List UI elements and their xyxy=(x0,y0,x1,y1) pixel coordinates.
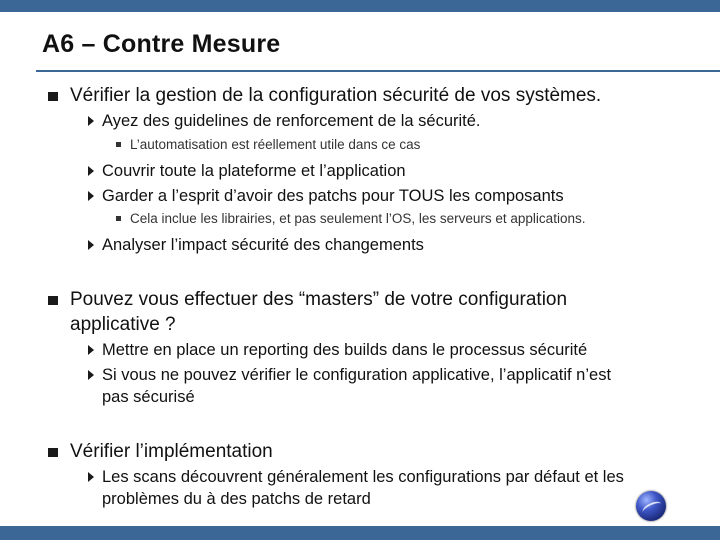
globe-logo-icon xyxy=(636,491,666,521)
sub-bullet-1-1-text: Ayez des guidelines de renforcement de la sécurité. xyxy=(102,112,481,130)
small-square-bullet-icon xyxy=(116,142,121,147)
title-underline xyxy=(36,70,720,72)
sub-bullet-2-2-text-line2: pas sécurisé xyxy=(102,388,195,406)
triangle-bullet-icon xyxy=(88,370,94,380)
triangle-bullet-icon xyxy=(88,345,94,355)
triangle-bullet-icon xyxy=(88,116,94,126)
sub-bullet-2-1-text: Mettre en place un reporting des builds dans le processus sécurité xyxy=(102,341,588,359)
bullet-1-text: Vérifier la gestion de la configuration sécurité de vos systèmes. xyxy=(70,85,602,106)
bullet-2-text-line1: Pouvez vous effectuer des “masters” de votre configuration xyxy=(70,289,568,310)
square-bullet-icon xyxy=(48,448,58,457)
sub-bullet-2-2-text-line1: Si vous ne pouvez vérifier le configuration applicative, l’applicatif n’est xyxy=(102,366,612,384)
triangle-bullet-icon xyxy=(88,472,94,482)
sub-bullet-1-2-text: Couvrir toute la plateforme et l’application xyxy=(102,162,406,180)
bottom-accent-bar xyxy=(0,526,720,540)
top-accent-bar xyxy=(0,0,720,12)
globe-swoosh xyxy=(641,499,663,517)
slide-title: A6 – Contre Mesure xyxy=(42,30,281,58)
sub-bullet-1-4-text: Analyser l’impact sécurité des changements xyxy=(102,236,424,254)
sub-sub-bullet-1-1-1-text: L’automatisation est réellement utile dans ce cas xyxy=(130,137,421,152)
sub-sub-bullet-1-3-1-text: Cela inclue les librairies, et pas seulement l’OS, les serveurs et applications. xyxy=(130,211,586,226)
triangle-bullet-icon xyxy=(88,240,94,250)
sub-bullet-3-1-text-line1: Les scans découvrent généralement les configurations par défaut et les xyxy=(102,468,624,486)
bullet-2-text-line2: applicative ? xyxy=(70,314,176,335)
small-square-bullet-icon xyxy=(116,216,121,221)
square-bullet-icon xyxy=(48,296,58,305)
triangle-bullet-icon xyxy=(88,166,94,176)
square-bullet-icon xyxy=(48,92,58,101)
sub-bullet-1-3-text: Garder a l’esprit d’avoir des patchs pour TOUS les composants xyxy=(102,187,564,205)
triangle-bullet-icon xyxy=(88,191,94,201)
bullet-3-text: Vérifier l’implémentation xyxy=(70,441,273,462)
sub-bullet-3-1-text-line2: problèmes du à des patchs de retard xyxy=(102,490,371,508)
